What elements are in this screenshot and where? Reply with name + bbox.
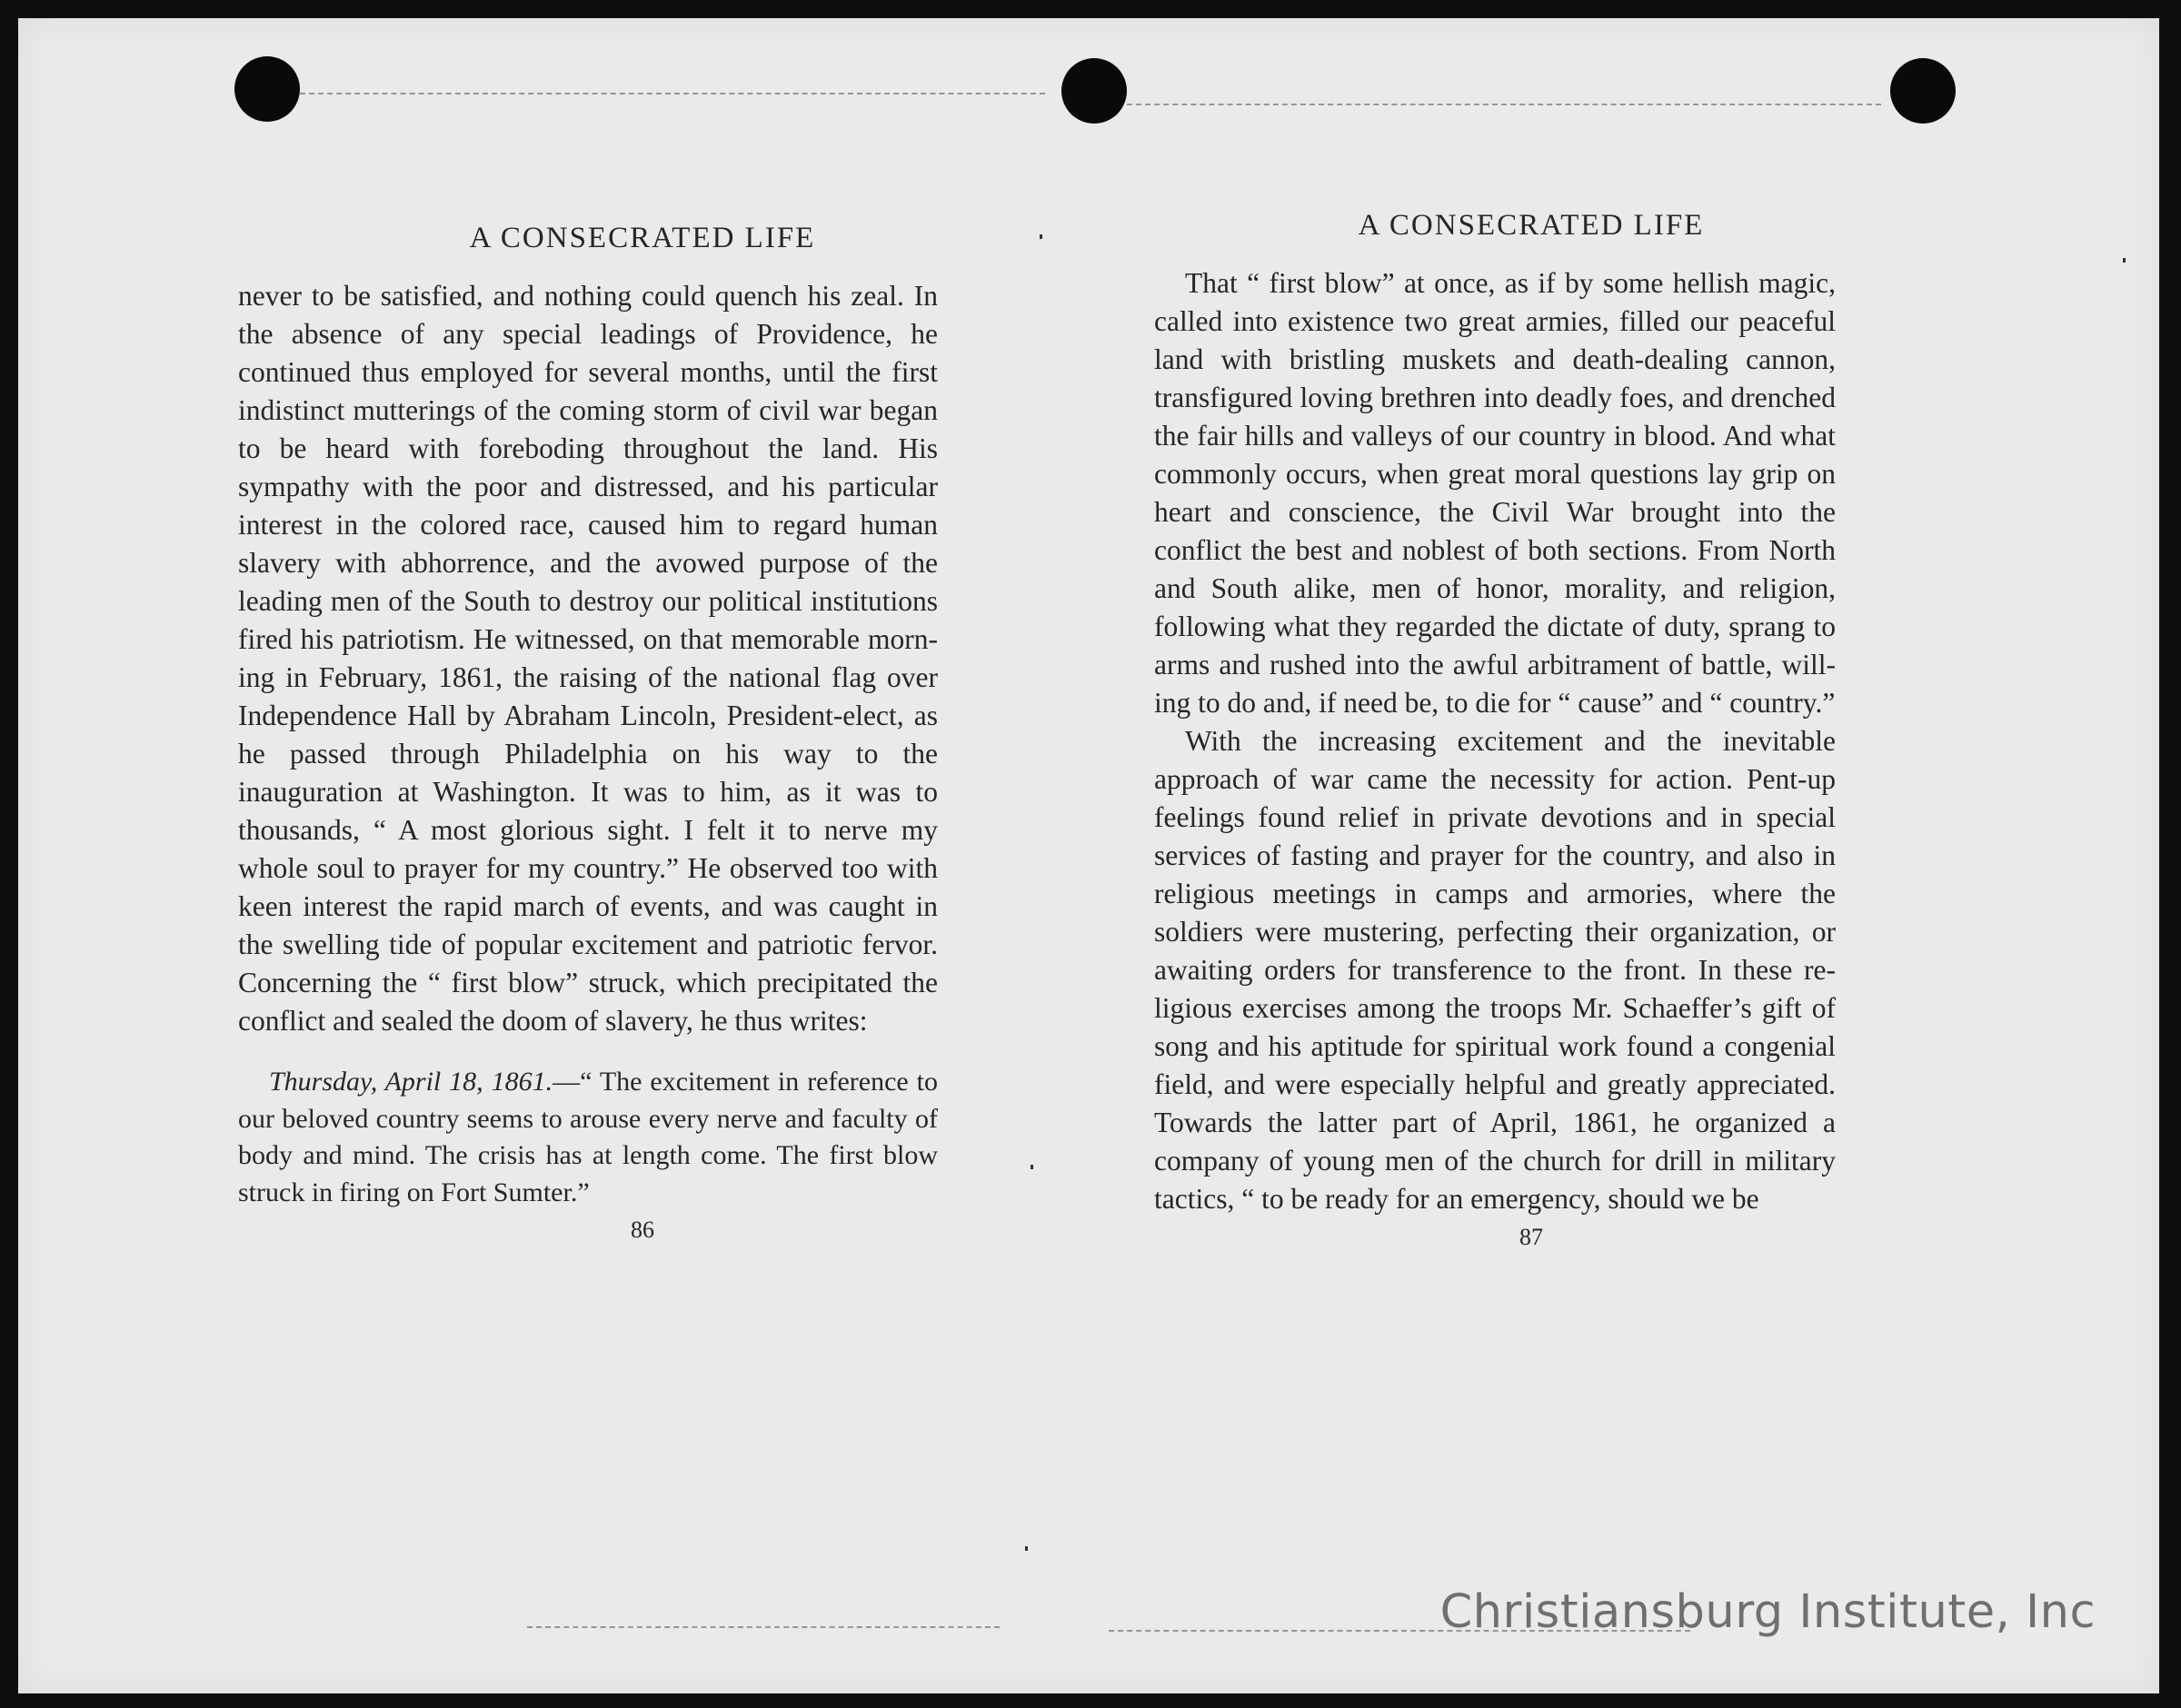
watermark: Christiansburg Institute, Inc — [1439, 1585, 2096, 1639]
right-page — [1154, 209, 1836, 1251]
scan-speck — [1025, 1546, 1028, 1551]
body-paragraph: With the increasing excitement and the inevitable approach of war came the necessity for action. Pent-up feelings found relief in private devotions and in special services of fasting and prayer for the country, and also in religious meetings in camps and armories, where the soldiers were mustering, perfecting their organization, or awaiting orders for transference to the front. In these religious exercises among the troops Mr. Schaeffer’s gift of song and his aptitude for spiritual work found a congenial field, and were especially helpful and greatly appreciated. Towards the latter part of April, 1861, he organized a company of young men of the church for drill in military tactics, “ to be ready for an emergency, should we be — [1154, 725, 1836, 1215]
fold-line-top-left — [300, 93, 1045, 94]
diary-quote — [238, 1064, 938, 1211]
punch-hole-center — [1061, 58, 1127, 124]
left-page — [238, 222, 938, 1244]
scan-speck — [2123, 258, 2126, 263]
fold-line-bottom-left — [527, 1626, 1000, 1628]
page-number: 86 — [631, 1216, 654, 1243]
quote-text: —“ The excitement in reference to our beloved country seems to arouse every nerve and faculty of body and mind. The crisis has at length come. The first blow struck in firing on Fort Sumter.” — [238, 1067, 939, 1207]
scan-speck — [1031, 1165, 1033, 1169]
body-paragraph: That “ first blow” at once, as if by some hellish magic, called into existence two great armies, filled our peaceful land with bristling muskets and death-dealing cannon, transfigured loving brethren into deadly foes, and drenched the fair hills and valleys of our country in blood. And what commonly occurs, when great moral questions lay grip on heart and conscience, the Civil War brought into the conflict the best and noblest of both sections. From North and South alike, men of honor, morality, and religion, following what they regarded the dictate of duty, sprang to arms and rushed into the awful arbitrament of battle, willing to do and, if need be, to die for “ cause” and “ country.” — [1154, 267, 1836, 719]
fold-line-top-right — [1127, 104, 1881, 105]
running-head: A CONSECRATED LIFE — [469, 222, 816, 254]
punch-hole-right — [1890, 58, 1956, 124]
quote-date: Thursday, April 18, 1861. — [269, 1067, 553, 1097]
scan-speck — [1040, 234, 1042, 239]
body-paragraph: never to be satisfied, and nothing could quench his zeal. In the absence of any special leadings of Providence, he continued thus employed for several months, until the first indistinct mutterings of the coming storm of civil war began to be heard with foreboding throughout the land. His sympathy with the poor and distressed, and his particular interest in the colored race, caused him to regard human slavery with abhorrence, and the avowed purpose of the leading men of the South to destroy our political institutions fired his patriotism. He witnessed, on that memorable morning in February, 1861, the raising of the national flag over Independence Hall by Abraham Lincoln, President-elect, as he passed through Philadelphia on his way to the inauguration at Washington. It was to him, as it was to thousands, “ A most glorious sight. I felt it to nerve my whole soul to prayer for my country.” He observed too with keen interest the rapid march of events, and was caught in the swelling tide of popular excitement and patriotic fervor. Concerning the “ first blow” struck, which precipitated the conflict and sealed the doom of slavery, he thus writes: — [238, 280, 938, 1037]
running-head: A CONSECRATED LIFE — [1358, 209, 1705, 242]
page-number: 87 — [1519, 1224, 1543, 1250]
punch-hole-left — [234, 56, 300, 122]
